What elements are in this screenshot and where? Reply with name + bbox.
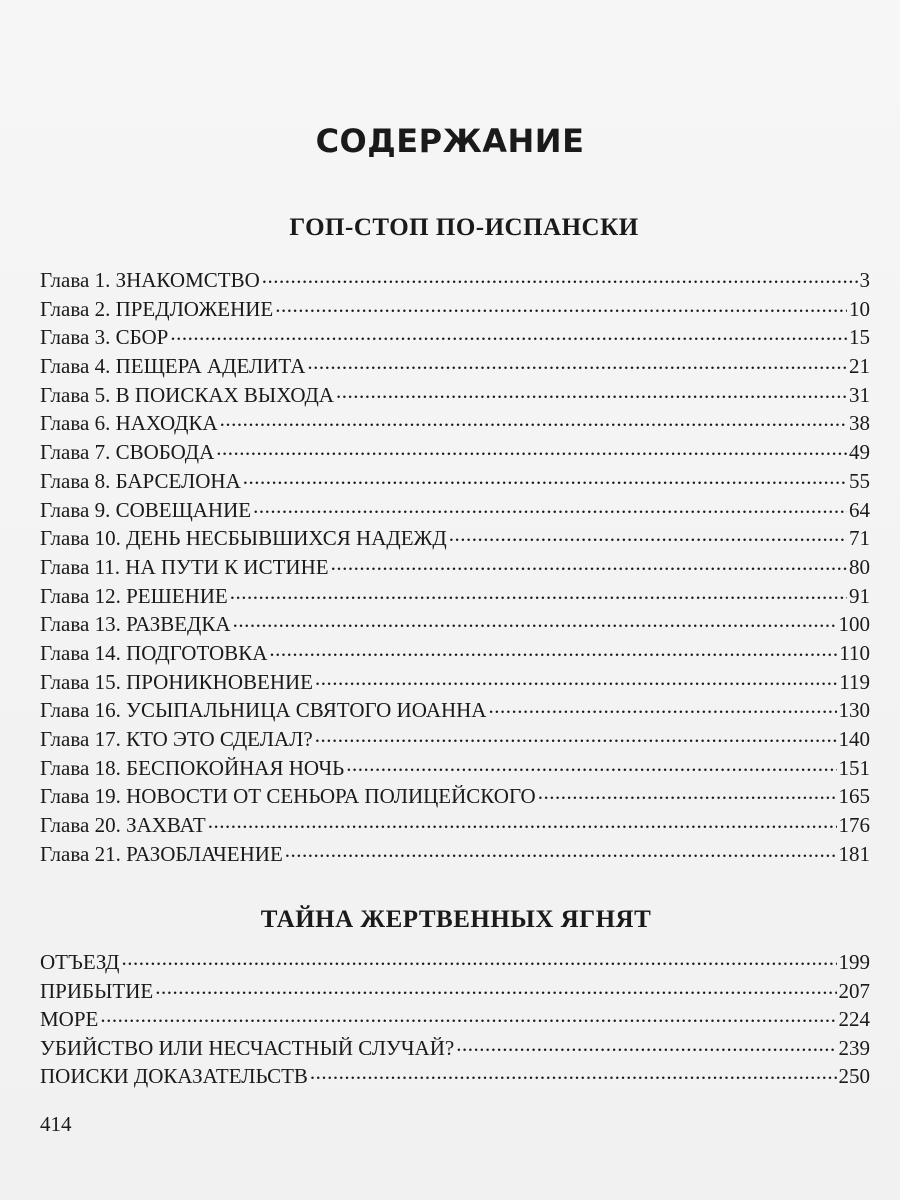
toc-entry bbox=[40, 438, 870, 467]
toc-entry-page-number: 181 bbox=[838, 841, 870, 866]
toc-entry-label: Глава 15. ПРОНИКНОВЕНИЕ bbox=[40, 669, 313, 694]
toc-entry-page-number: 110 bbox=[839, 640, 870, 665]
toc-entry bbox=[40, 725, 870, 754]
toc-entry bbox=[40, 1062, 870, 1091]
dot-leader bbox=[262, 266, 858, 287]
toc-entry-page-number: 239 bbox=[838, 1035, 870, 1060]
toc-entry-page-number: 31 bbox=[849, 382, 870, 407]
dot-leader bbox=[331, 553, 847, 574]
toc-entry-label: Глава 17. КТО ЭТО СДЕЛАЛ? bbox=[40, 727, 313, 751]
toc-entry-page-number: 100 bbox=[838, 612, 870, 637]
page-title: СОДЕРЖАНИЕ bbox=[315, 122, 585, 160]
dot-leader bbox=[538, 782, 837, 803]
toc-entry bbox=[40, 948, 870, 977]
toc-entry-page-number: 130 bbox=[838, 698, 870, 723]
toc-entry bbox=[40, 582, 870, 611]
toc-list bbox=[40, 948, 870, 1091]
toc-entry-page-number: 91 bbox=[849, 583, 870, 608]
toc-entry bbox=[40, 696, 870, 725]
toc-entry-page-number: 199 bbox=[838, 950, 870, 974]
dot-leader bbox=[100, 1005, 836, 1026]
dot-leader bbox=[488, 696, 836, 717]
toc-entry-page-number: 250 bbox=[838, 1064, 870, 1088]
dot-leader bbox=[216, 438, 847, 459]
toc-entry-label: МОРЕ bbox=[40, 1007, 99, 1031]
toc-entry-label: Глава 19. НОВОСТИ ОТ СЕНЬОРА ПОЛИЦЕЙСКОГО bbox=[40, 784, 536, 809]
toc-entry-label: УБИЙСТВО ИЛИ НЕСЧАСТНЫЙ СЛУЧАЙ? bbox=[40, 1035, 455, 1060]
toc-entry bbox=[40, 553, 870, 582]
toc-entry-page-number: 176 bbox=[838, 813, 870, 838]
toc-entry-label: ПРИБЫТИЕ bbox=[40, 978, 154, 1003]
toc-entry-page-number: 71 bbox=[849, 526, 870, 551]
section-title: ТАЙНА ЖЕРТВЕННЫХ ЯГНЯТ bbox=[260, 906, 652, 933]
toc-entry-label: Глава 18. БЕСПОКОЙНАЯ НОЧЬ bbox=[40, 755, 345, 780]
dot-leader bbox=[170, 323, 847, 344]
dot-leader bbox=[275, 295, 847, 316]
dot-leader bbox=[336, 381, 847, 402]
toc-entry-label: Глава 8. БАРСЕЛОНА bbox=[40, 468, 241, 493]
toc-entry bbox=[40, 266, 870, 295]
dot-leader bbox=[243, 467, 847, 488]
toc-entry-label: Глава 4. ПЕЩЕРА АДЕЛИТА bbox=[40, 354, 306, 379]
toc-entry bbox=[40, 295, 870, 324]
toc-entry-page-number: 80 bbox=[849, 554, 870, 579]
toc-entry-label: Глава 21. РАЗОБЛАЧЕНИЕ bbox=[40, 841, 283, 866]
dot-leader bbox=[315, 668, 837, 689]
dot-leader bbox=[253, 496, 847, 517]
toc-entry-page-number: 49 bbox=[849, 440, 870, 465]
toc-entry bbox=[40, 1034, 870, 1063]
toc-entry-page-number: 140 bbox=[838, 727, 870, 751]
toc-entry-page-number: 10 bbox=[849, 296, 870, 321]
dot-leader bbox=[346, 754, 836, 775]
toc-entry-label: Глава 9. СОВЕЩАНИЕ bbox=[40, 497, 252, 522]
toc-entry-label: Глава 6. НАХОДКА bbox=[40, 411, 218, 436]
toc-entry-page-number: 151 bbox=[838, 755, 870, 780]
toc-entry bbox=[40, 409, 870, 438]
dot-leader bbox=[456, 1034, 836, 1055]
toc-entry-page-number: 3 bbox=[859, 268, 870, 292]
toc-entry bbox=[40, 782, 870, 811]
toc-entry bbox=[40, 840, 870, 869]
toc-list bbox=[40, 266, 870, 868]
toc-entry-label: ПОИСКИ ДОКАЗАТЕЛЬСТВ bbox=[40, 1064, 308, 1088]
dot-leader bbox=[449, 524, 847, 545]
dot-leader bbox=[233, 610, 837, 631]
toc-entry bbox=[40, 1005, 870, 1034]
toc-entry-label: Глава 13. РАЗВЕДКА bbox=[40, 612, 231, 637]
toc-entry-page-number: 15 bbox=[849, 325, 870, 350]
toc-entry bbox=[40, 467, 870, 496]
toc-entry-page-number: 55 bbox=[849, 468, 870, 493]
toc-entry-page-number: 21 bbox=[849, 354, 870, 379]
dot-leader bbox=[285, 840, 837, 861]
toc-entry-label: Глава 10. ДЕНЬ НЕСБЫВШИХСЯ НАДЕЖД bbox=[40, 526, 447, 551]
dot-leader bbox=[155, 977, 836, 998]
toc-entry-label: ОТЪЕЗД bbox=[40, 950, 120, 974]
dot-leader bbox=[208, 811, 837, 832]
toc-entry bbox=[40, 610, 870, 639]
dot-leader bbox=[121, 948, 836, 969]
toc-entry-label: Глава 7. СВОБОДА bbox=[40, 440, 215, 465]
dot-leader bbox=[230, 582, 847, 603]
toc-entry-label: Глава 1. ЗНАКОМСТВО bbox=[40, 268, 260, 292]
toc-entry-page-number: 64 bbox=[849, 497, 870, 522]
toc-entry-label: Глава 3. СБОР bbox=[40, 325, 169, 350]
dot-leader bbox=[310, 1062, 837, 1083]
toc-entry bbox=[40, 811, 870, 840]
toc-entry-page-number: 119 bbox=[839, 669, 870, 694]
toc-entry bbox=[40, 754, 870, 783]
toc-entry-page-number: 224 bbox=[838, 1007, 870, 1031]
toc-entry bbox=[40, 381, 870, 410]
toc-entry-label: Глава 5. В ПОИСКАХ ВЫХОДА bbox=[40, 382, 334, 407]
toc-entry bbox=[40, 352, 870, 381]
toc-entry-label: Глава 16. УСЫПАЛЬНИЦА СВЯТОГО ИОАННА bbox=[40, 698, 487, 723]
toc-entry-label: Глава 14. ПОДГОТОВКА bbox=[40, 640, 268, 665]
toc-entry-page-number: 38 bbox=[849, 411, 870, 436]
dot-leader bbox=[315, 725, 837, 746]
toc-entry-label: Глава 2. ПРЕДЛОЖЕНИЕ bbox=[40, 296, 274, 321]
toc-entry bbox=[40, 323, 870, 352]
toc-entry bbox=[40, 639, 870, 668]
dot-leader bbox=[307, 352, 847, 373]
toc-entry-label: Глава 12. РЕШЕНИЕ bbox=[40, 583, 228, 608]
toc-entry bbox=[40, 496, 870, 525]
toc-entry-page-number: 165 bbox=[838, 784, 870, 809]
toc-entry-page-number: 207 bbox=[838, 978, 870, 1003]
toc-entry bbox=[40, 668, 870, 697]
toc-entry bbox=[40, 524, 870, 553]
dot-leader bbox=[220, 409, 847, 430]
toc-entry-label: Глава 11. НА ПУТИ К ИСТИНЕ bbox=[40, 554, 329, 579]
page-number: 414 bbox=[40, 1112, 72, 1136]
section-title: ГОП-СТОП ПО-ИСПАНСКИ bbox=[289, 214, 639, 241]
toc-entry-label: Глава 20. ЗАХВАТ bbox=[40, 813, 206, 838]
toc-entry bbox=[40, 977, 870, 1006]
dot-leader bbox=[269, 639, 837, 660]
